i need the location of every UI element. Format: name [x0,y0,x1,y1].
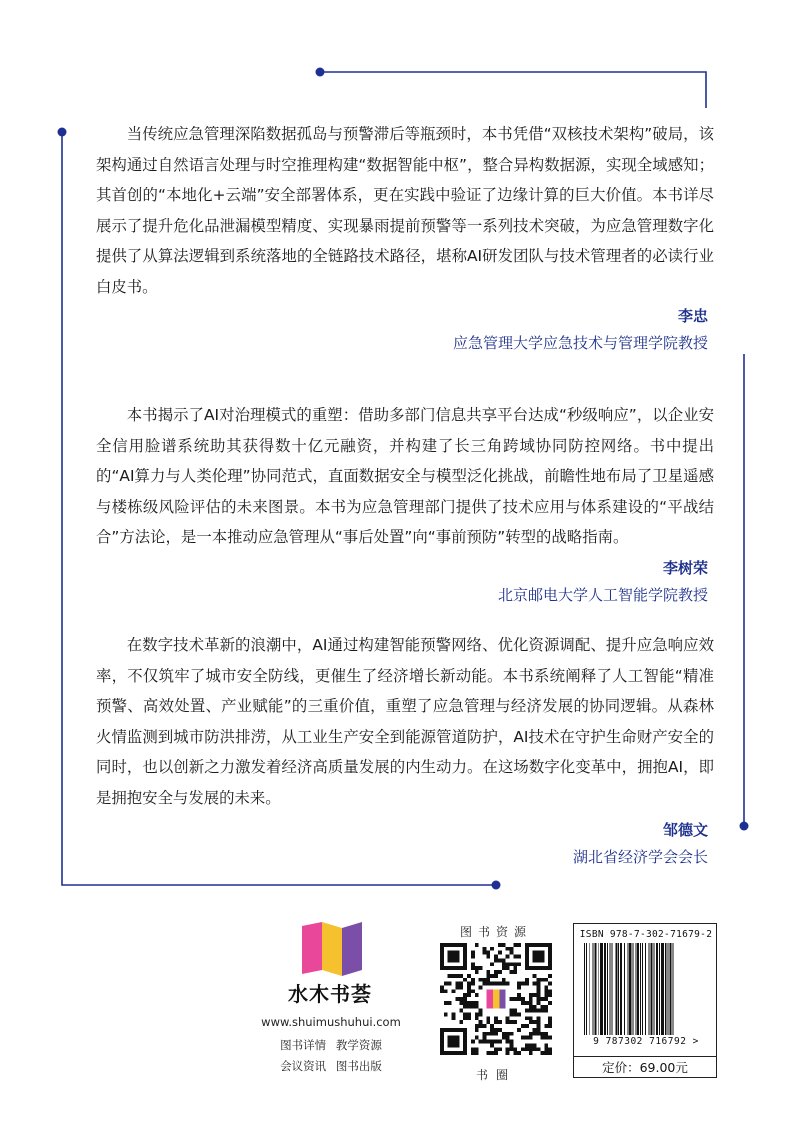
qr-title: 图书资源 [459,925,532,939]
barcode-image [582,943,708,1035]
reviewer-title-2: 北京邮电大学人工智能学院教授 [497,586,708,604]
qr-code-image [440,943,552,1055]
publisher-brand: 水木书荟 [288,982,372,1006]
price: 定价：69.00元 [602,1060,688,1075]
isbn-number: ISBN 978-7-302-71679-2 [579,929,713,940]
review-text-1: 当传统应急管理深陷数据孤岛与预警滞后等瓶颈时，本书凭借“双核技术架构”破局，该架构通过自然语言处理与时空推理构建“数据智能中枢”，整合异构数据源，实现全域感知；其首创的“本地化+云端”安全部署体系，更在实践中验证了边缘计算的巨大价值。本书详尽展示了提升危化品泄漏模型精度、实现暴雨提前预警等一系列技术突破，为应急管理数字化提供了从算法逻辑到系统落地的全链路技术路径，堪称AI研发团队与技术管理者的必读行业白皮书。 [96,125,714,296]
ean-number: 9 787302 716792 > [593,1036,699,1047]
review-text-2: 本书揭示了AI对治理模式的重塑：借助多部门信息共享平台达成“秒级响应”，以企业安全信用脸谱系统助其获得数十亿元融资，并构建了长三角跨域协同防控网络。书中提出的“AI算力与人类伦理”协同范式，直面数据安全与模型泛化挑战，前瞻性地布局了卫星遥感与楼栋级风险评估的未来图景。本书为应急管理部门提供了技术应用与体系建设的“平战结合”方法论，是一本推动应急管理从“事后处置”向“事前预防”转型的战略指南。 [96,406,714,547]
reviewer-title-1: 应急管理大学应急技术与管理学院教授 [452,334,708,352]
reviewer-name-3: 邹德文 [662,821,708,839]
qr-label: 书圈 [475,1068,516,1082]
publisher-website[interactable]: www.shuimushuhui.com [261,1015,401,1029]
reviewer-name-1: 李忠 [677,307,708,325]
review-text-3: 在数字技术革新的浪潮中，AI通过构建智能预警网络、优化资源调配、提升应急响应效率，不仅筑牢了城市安全防线，更催生了经济增长新动能。本书系统阐释了人工智能“精准预警、高效处置、产业赋能”的三重价值，重塑了应急管理与经济发展的协同逻辑。从森林火情监测到城市防洪排涝，从工业生产安全到能源管道防护，AI技术在守护生命财产安全的同时，也以创新之力激发着经济高质量发展的内生动力。在这场数字化变革中，拥抱AI，即是拥抱安全与发展的未来。 [96,636,714,807]
publisher-logo-icon [300,920,362,976]
reviewer-title-3: 湖北省经济学会会长 [572,848,708,866]
publisher-links-row-1: 图书详情 教学资源 [280,1038,382,1052]
publisher-links-row-2: 会议资讯 图书出版 [280,1059,382,1073]
reviewer-name-2: 李树荣 [662,559,708,577]
